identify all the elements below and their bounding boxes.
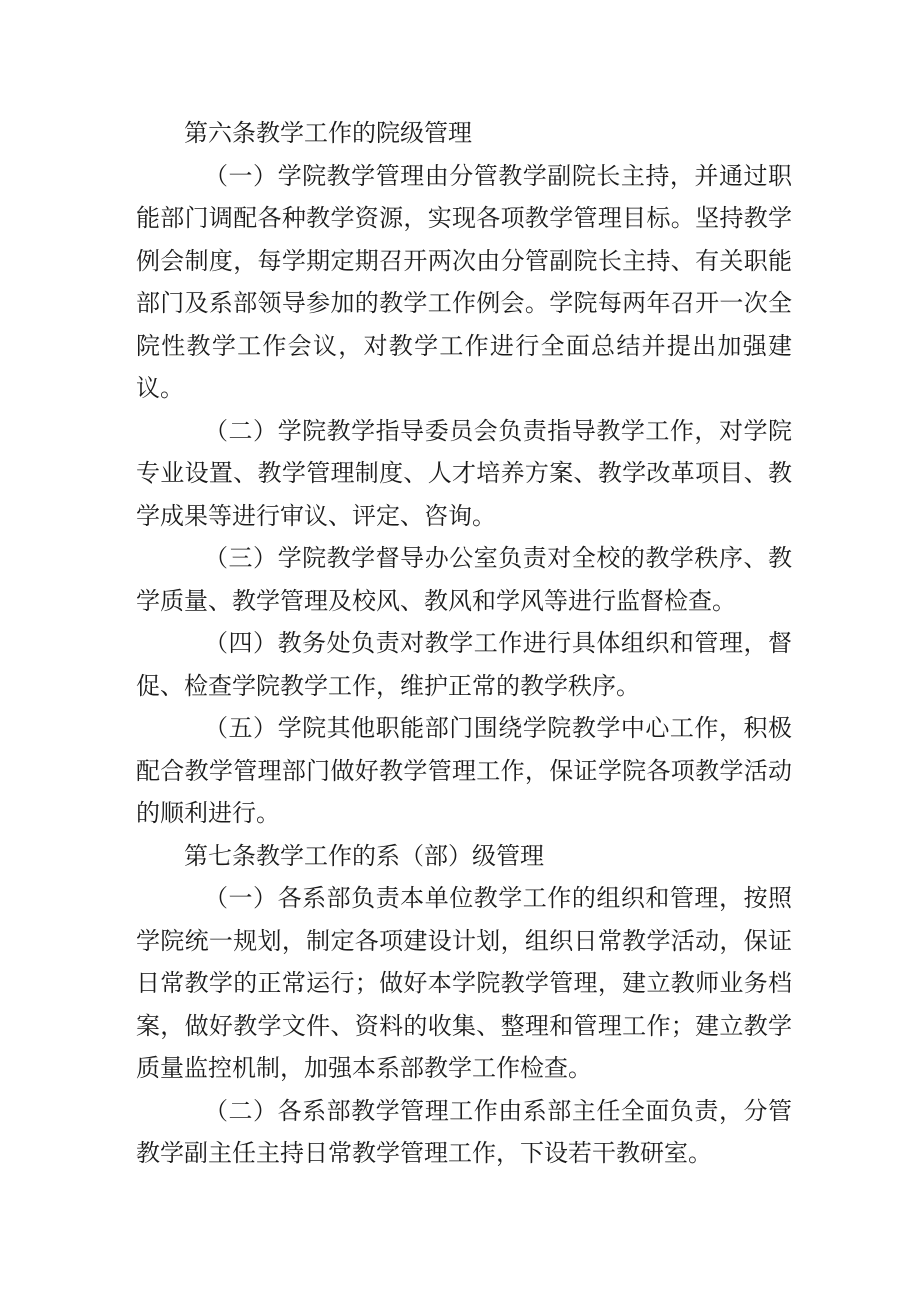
article-7-heading: 第七条教学工作的系（部）级管理 <box>184 841 544 870</box>
article-6-paragraph-2: （二）学院教学指导委员会负责指导教学工作，对学院专业设置、教学管理制度、人才培养方案、教学改革项目、教学成果等进行审议、评定、咨询。 <box>136 416 792 530</box>
article-6-paragraph-5: （五）学院其他职能部门围绕学院教学中心工作，积极配合教学管理部门做好教学管理工作，保证学院各项教学活动的顺利进行。 <box>136 714 792 827</box>
article-7-paragraph-2: （二）各系部教学管理工作由系部主任全面负责，分管教学副主任主持日常教学管理工作，下设若干教研室。 <box>136 1096 792 1167</box>
article-6-paragraph-1: （一）学院教学管理由分管教学副院长主持，并通过职能部门调配各种教学资源，实现各项教学管理目标。坚持教学例会制度，每学期定期召开两次由分管副院长主持、有关职能部门及系部领导参加的教学工作例会。学院每两年召开一次全院性教学工作会议，对教学工作进行全面总结并提出加强建议。 <box>136 161 792 402</box>
article-7-paragraph-1: （一）各系部负责本单位教学工作的组织和管理，按照学院统一规划，制定各项建设计划，组织日常教学活动，保证日常教学的正常运行；做好本学院教学管理，建立教师业务档案，做好教学文件、资料的收集、整理和管理工作；建立教学质量监控机制，加强本系部教学工作检查。 <box>136 884 792 1082</box>
article-6-paragraph-4: （四）教务处负责对教学工作进行具体组织和管理，督促、检查学院教学工作，维护正常的教学秩序。 <box>136 629 792 700</box>
article-6-paragraph-3: （三）学院教学督导办公室负责对全校的教学秩序、教学质量、教学管理及校风、教风和学风等进行监督检查。 <box>136 544 792 615</box>
document-page <box>136 112 792 1175</box>
article-6-heading: 第六条教学工作的院级管理 <box>184 119 472 147</box>
